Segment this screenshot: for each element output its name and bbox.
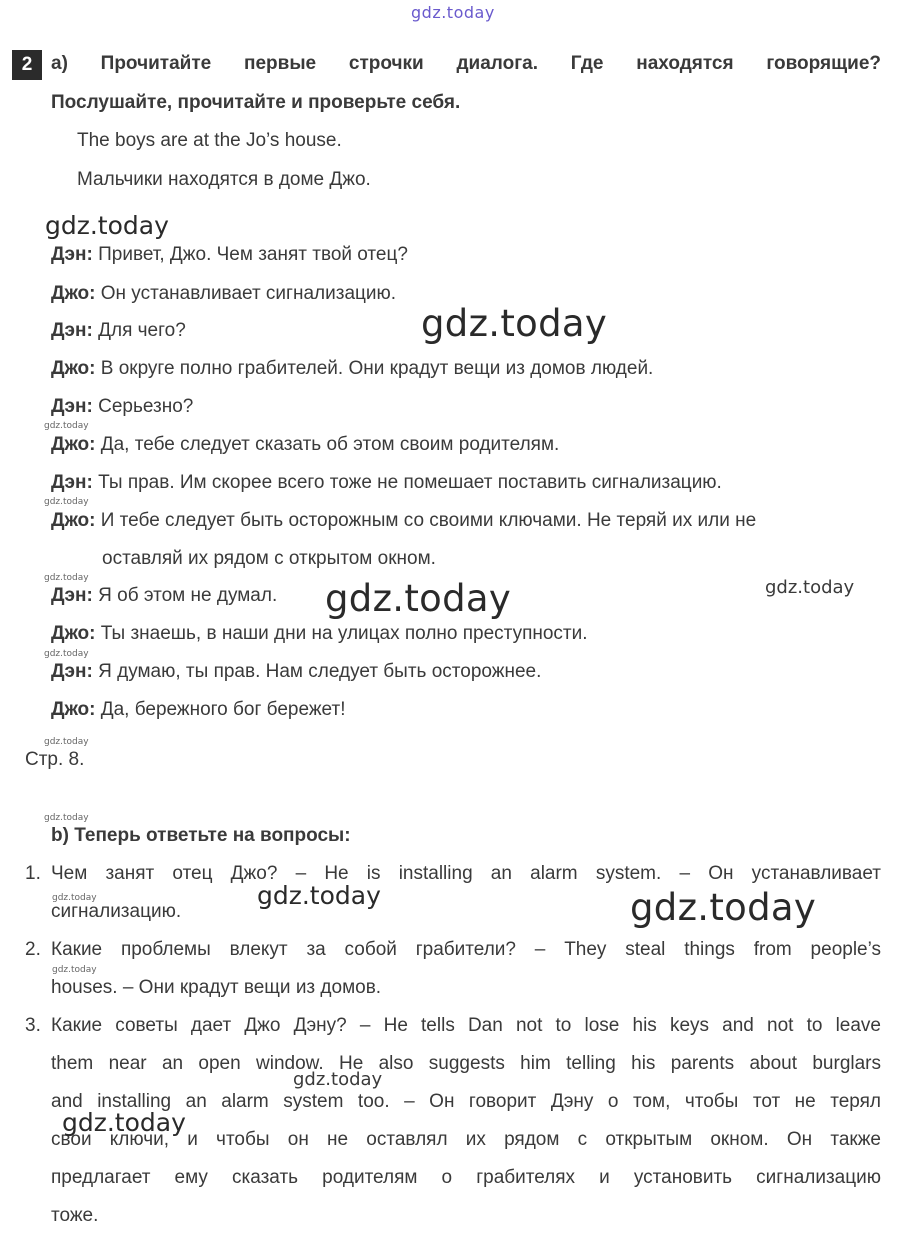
dialogue-line [51, 244, 408, 266]
dialogue-text: Серьезно? [98, 396, 194, 417]
answer-line: сигнализацию. [51, 901, 182, 922]
watermark-label: gdz.today [421, 302, 608, 345]
speaker-label: Джо: [51, 283, 96, 304]
answer-line: Какие проблемы влекут за собой грабители? – They steal things from people’s [51, 939, 881, 960]
dialogue-text: Для чего? [98, 320, 186, 341]
task-b-heading: b) Теперь ответьте на вопросы: [51, 825, 351, 846]
answer-line: them near an open window. He also suggests him telling his parents about burglars [51, 1053, 881, 1074]
watermark-label: gdz.today [257, 881, 381, 910]
speaker-label: Джо: [51, 510, 96, 531]
watermark-label: gdz.today [62, 1108, 186, 1137]
speaker-label: Дэн: [51, 661, 93, 682]
speaker-label: Дэн: [51, 244, 93, 265]
answer-line: предлагает ему сказать родителям о грабителях и установить сигнализацию [51, 1167, 881, 1188]
dialogue-text: Привет, Джо. Чем занят твой отец? [98, 244, 408, 265]
answer-line: тоже. [51, 1205, 99, 1226]
watermark-label: gdz.today [630, 886, 817, 929]
speaker-label: Джо: [51, 699, 96, 720]
dialogue-text: Он устанавливает сигнализацию. [100, 283, 397, 304]
dialogue-text: Да, бережного бог бережет! [100, 699, 346, 720]
watermark-label: gdz.today [52, 893, 97, 903]
task-a-instruction-line1: a) Прочитайте первые строчки диалога. Где находятся говорящие? [51, 53, 881, 74]
speaker-label: Джо: [51, 434, 96, 455]
dialogue-line [51, 434, 559, 456]
watermark-label: gdz.today [44, 737, 89, 747]
dialogue-line [51, 661, 541, 683]
answer-number: 1. [25, 863, 41, 884]
watermark-label: gdz.today [293, 1069, 383, 1090]
dialogue-line [51, 283, 396, 305]
dialogue-line [51, 699, 345, 721]
answer-line: Какие советы дает Джо Дэну? – He tells Dan not to lose his keys and not to leave [51, 1015, 881, 1036]
watermark-label: gdz.today [325, 577, 512, 620]
dialogue-text: Да, тебе следует сказать об этом своим родителям. [100, 434, 560, 455]
watermark-top: gdz.today [411, 3, 495, 22]
answer-line: свои ключи, и чтобы он не оставлял их рядом с открытым окном. Он также [51, 1129, 881, 1150]
answer-line: houses. – Они крадут вещи из домов. [51, 977, 382, 998]
dialogue-text: Я об этом не думал. [98, 585, 278, 606]
watermark-label: gdz.today [44, 497, 89, 507]
dialogue-text: Ты знаешь, в наши дни на улицах полно преступности. [100, 623, 588, 644]
watermark-label: gdz.today [44, 421, 89, 431]
speaker-label: Дэн: [51, 472, 93, 493]
dialogue-text: Ты прав. Им скорее всего тоже не помешает поставить сигнализацию. [98, 472, 722, 493]
watermark-label: gdz.today [44, 573, 89, 583]
speaker-label: Дэн: [51, 585, 93, 606]
dialogue-text: Я думаю, ты прав. Нам следует быть осторожнее. [98, 661, 542, 682]
dialogue-line [51, 510, 756, 532]
answer-english: The boys are at the Jo’s house. [77, 130, 342, 151]
dialogue-line [51, 320, 186, 342]
watermark-label: gdz.today [44, 649, 89, 659]
dialogue-text: И тебе следует быть осторожным со своими ключами. Не теряй их или не [100, 510, 757, 531]
answer-line: Чем занят отец Джо? – He is installing an alarm system. – Он устанавливает [51, 863, 881, 884]
watermark-label: gdz.today [45, 211, 169, 240]
speaker-label: Джо: [51, 358, 96, 379]
dialogue-line [51, 358, 653, 380]
speaker-label: Дэн: [51, 320, 93, 341]
dialogue-text: В округе полно грабителей. Они крадут вещи из домов людей. [100, 358, 654, 379]
dialogue-line [51, 585, 277, 607]
answer-number: 3. [25, 1015, 41, 1036]
answer-number: 2. [25, 939, 41, 960]
dialogue-line [51, 396, 193, 418]
watermark-label: gdz.today [52, 965, 97, 975]
watermark-label: gdz.today [44, 813, 89, 823]
watermark-label: gdz.today [765, 577, 855, 598]
speaker-label: Дэн: [51, 396, 93, 417]
dialogue-line [51, 623, 588, 645]
exercise-number-badge: 2 [12, 50, 42, 80]
dialogue-line [51, 472, 722, 494]
answer-line: and installing an alarm system too. – Он говорит Дэну о том, чтобы тот не терял [51, 1091, 881, 1112]
task-a-instruction-line2: Послушайте, прочитайте и проверьте себя. [51, 92, 461, 113]
speaker-label: Джо: [51, 623, 96, 644]
page-reference: Стр. 8. [25, 749, 85, 770]
answer-russian: Мальчики находятся в доме Джо. [77, 169, 371, 190]
dialogue-line-continuation: оставляй их рядом с открытом окном. [102, 548, 436, 569]
